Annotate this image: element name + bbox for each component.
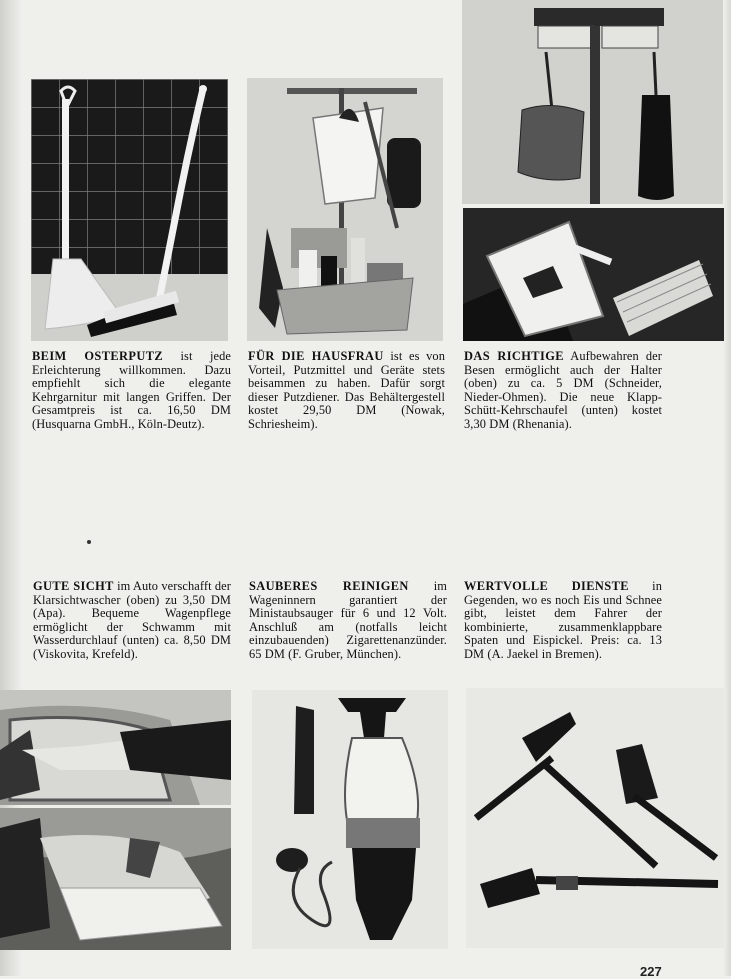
photo-spade-pickaxe [466, 688, 724, 948]
caption-body: in Gegenden, wo es noch Eis und Schnee gibt, leistet dem Fahrer der kombinierte, zusammenklappbare Spaten und Eispickel. Preis: ca. 13 DM (A. Jaekel in Bremen). [464, 579, 662, 661]
caption-lead: GUTE SICHT [33, 579, 114, 593]
page-edge-shadow [723, 0, 731, 976]
photo-car-sponge [0, 808, 231, 950]
photo-cleaning-caddy [247, 78, 443, 341]
print-speck [87, 540, 91, 544]
caption-lead: WERTVOLLE DIENSTE [464, 579, 629, 593]
page-number: 227 [640, 964, 662, 979]
photo-folding-dustpan [463, 208, 724, 341]
caption-easter-cleaning [32, 350, 231, 432]
caption-body: ist es von Vorteil, Putzmittel und Geräte stets beisammen zu haben. Dafür sorgt dieser Putzdiener. Das Behältergestell kostet 29,50 DM (Nowak, Schriesheim). [248, 349, 446, 431]
caption-broom-storage [464, 350, 662, 432]
caption-good-view [33, 580, 231, 662]
photo-windshield-washer [0, 690, 231, 805]
photo-broom-holder [462, 0, 723, 204]
caption-body: im Wageninnern garantiert der Ministaubsauger für 6 und 12 Volt. Anschluß am (notfalls leicht einzubauenden) Zigarettenanzünder. 65 DM (F. Gruber, München). [249, 579, 447, 661]
caption-body: Aufbewahren der Besen ermöglicht auch der Halter (oben) zu ca. 5 DM (Schneider, Nieder-Ohmen). Die neue Klapp-Schütt-Kehrschaufel (unten) kostet 3,30 DM (Rhenania). [464, 349, 663, 431]
caption-lead: FÜR DIE HAUSFRAU [248, 349, 384, 363]
caption-body: ist jede Erleichterung willkommen. Dazu empfiehlt sich die elegante Kehrgarnitur mit langen Griffen. Der Gesamtpreis ist ca. 16,50 DM (Husquarna GmbH., Köln-Deutz). [32, 349, 231, 431]
caption-lead: BEIM OSTERPUTZ [32, 349, 164, 363]
caption-spade-pick [464, 580, 662, 662]
caption-lead: SAUBERES REINIGEN [249, 579, 409, 593]
photo-mini-vacuum [252, 690, 448, 949]
photo-broom-set [31, 79, 228, 341]
caption-car-vacuum [249, 580, 447, 662]
caption-lead: DAS RICHTIGE [464, 349, 564, 363]
caption-housewife [248, 350, 445, 432]
caption-body: im Auto verschafft der Klarsichtwascher (oben) zu 3,50 DM (Apa). Bequeme Wagenpflege ermöglicht der Schwamm mit Wasserdurchlauf (unten) ca. 8,50 DM (Viskovita, Krefeld). [33, 579, 231, 661]
